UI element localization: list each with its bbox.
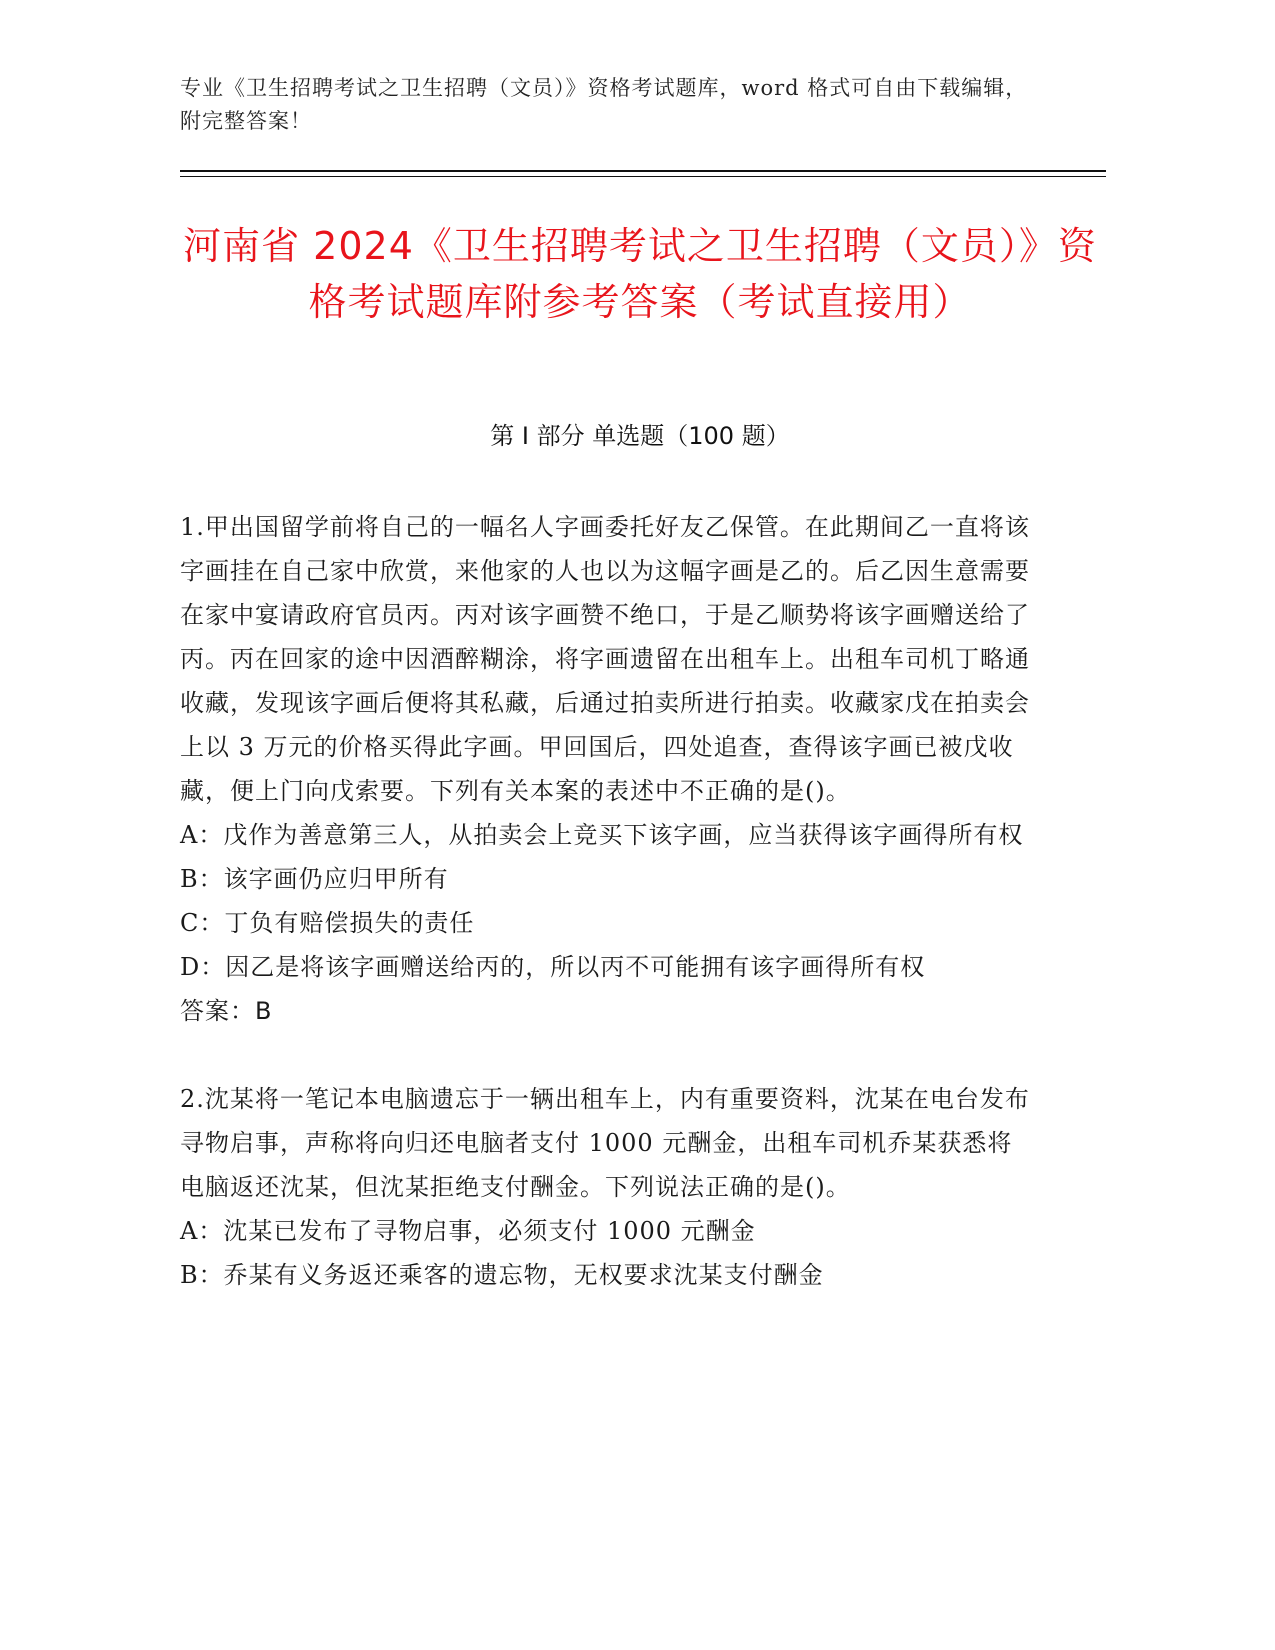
header-rule-thick — [180, 170, 1106, 172]
question-spacer — [180, 1033, 1030, 1077]
question-list — [180, 505, 1030, 1297]
header-note: 专业《卫生招聘考试之卫生招聘（文员）》资格考试题库，word 格式可自由下载编辑，附完整答案！ — [180, 76, 1028, 133]
question-item — [180, 505, 1030, 1033]
question-stem: 2.沈某将一笔记本电脑遗忘于一辆出租车上，内有重要资料，沈某在电台发布寻物启事，声称将向归还电脑者支付 1000 元酬金，出租车司机乔某获悉将电脑返还沈某，但沈某拒绝支付酬金。下列说法正确的是()。 — [180, 1085, 1030, 1201]
question-item — [180, 1077, 1030, 1297]
option-b: B：乔某有义务返还乘客的遗忘物，无权要求沈某支付酬金 — [180, 1261, 824, 1289]
document-title: 河南省 2024《卫生招聘考试之卫生招聘（文员）》资格考试题库附参考答案（考试直接用） — [183, 224, 1097, 324]
section-title: 第 I 部分 单选题（100 题） — [490, 422, 790, 450]
option-c: C：丁负有赔偿损失的责任 — [180, 909, 475, 937]
question-stem: 1.甲出国留学前将自己的一幅名人字画委托好友乙保管。在此期间乙一直将该字画挂在自己家中欣赏，来他家的人也以为这幅字画是乙的。后乙因生意需要在家中宴请政府官员丙。丙对该字画赞不绝口，于是乙顺势将该字画赠送给了丙。丙在回家的途中因酒醉糊涂，将字画遗留在出租车上。出租车司机丁略通收藏，发现该字画后便将其私藏，后通过拍卖所进行拍卖。收藏家戊在拍卖会上以 3 万元的价格买得此字画。甲回国后，四处追查，查得该字画已被戊收藏，便上门向戊索要。下列有关本案的表述中不正确的是()。 — [180, 513, 1030, 805]
answer-line: 答案：B — [180, 997, 273, 1025]
option-d: D：因乙是将该字画赠送给丙的，所以丙不可能拥有该字画得所有权 — [180, 953, 926, 981]
header-rule-thin — [180, 176, 1106, 177]
option-a: A：沈某已发布了寻物启事，必须支付 1000 元酬金 — [180, 1217, 756, 1245]
option-b: B：该字画仍应归甲所有 — [180, 865, 449, 893]
option-a: A：戊作为善意第三人，从拍卖会上竞买下该字画，应当获得该字画得所有权 — [180, 821, 1024, 849]
